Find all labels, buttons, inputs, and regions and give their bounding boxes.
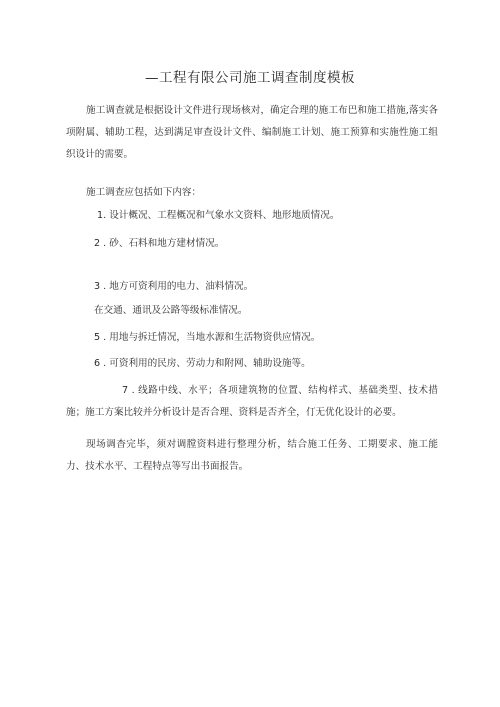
item-text: . 可资利用的民房、劳动力和附网、辅助设施等。	[103, 358, 311, 369]
document-title: —工程有限公司施工调查制度模板	[145, 70, 355, 86]
item-number: 2	[94, 238, 101, 249]
list-item	[66, 380, 438, 424]
item-number: 6	[94, 358, 101, 369]
item-number: 3	[94, 281, 101, 292]
intro-paragraph: 施工调查就是根据设计文件进行现场核对，确定合理的施工布巴和施工措施,落实各项附属、辅助工程，达到满足审查设计文件、编制施工计划、施工预算和实施性施工组织设计的需要。	[66, 105, 438, 160]
item-number: 7	[122, 385, 129, 396]
item-number: 1	[97, 210, 104, 221]
item-text: . 设计概况、工程概况和气象水文资料、地形地质情况。	[103, 210, 340, 221]
item-number: 5	[94, 332, 101, 343]
list-item	[97, 205, 469, 227]
item-text: . 用地与拆迁情况，当地水源和生活物资供应情况。	[103, 332, 321, 343]
list-item	[94, 353, 466, 375]
lead-paragraph: 施工调查应包括如下内容：	[86, 187, 202, 198]
item-text: 在交通、通讯及公路等级标准情况。	[94, 305, 248, 316]
item-text: . 地方可资利用的电力、油料情况。	[103, 281, 254, 292]
list-item	[94, 233, 466, 255]
item-text: . 砂、石料和地方建材情况。	[103, 238, 225, 249]
closing-paragraph: 现场调杳完毕，须对调膛资料进行整理分析，结合施工任务、工期要求、施工能力、技术水平、工程特点等写出书面报告。	[66, 439, 438, 472]
list-item	[94, 276, 466, 298]
list-item	[94, 300, 466, 322]
list-item	[94, 327, 466, 349]
item-text: . 线路中线、水平；各项建筑物的位置、结构样式、基础类型、技术措施；施工方案比较并分析设计是否合理、资料是否齐全，仃无优化设计的必要。	[66, 385, 438, 418]
